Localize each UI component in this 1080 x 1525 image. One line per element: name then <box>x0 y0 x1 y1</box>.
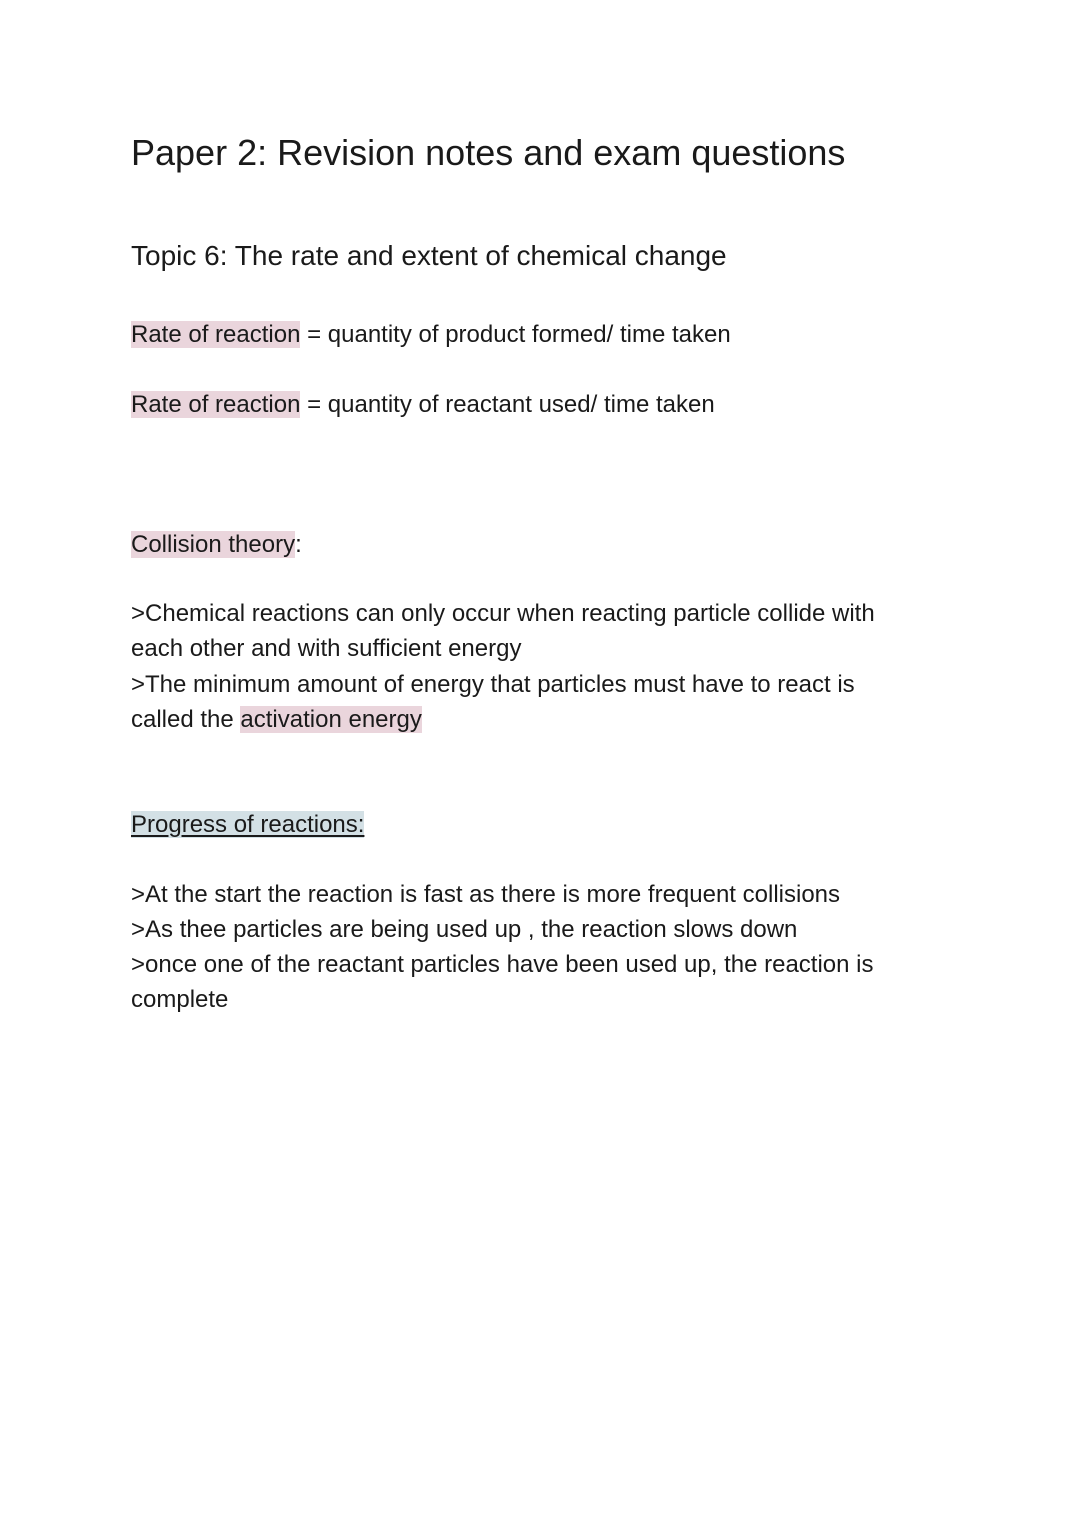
collision-line: >The minimum amount of energy that particles must have to react is <box>131 671 855 698</box>
highlighted-term: activation energy <box>240 706 422 733</box>
progress-heading <box>131 807 364 842</box>
collision-line: each other and with sufficient energy <box>131 635 522 662</box>
highlighted-term: Rate of reaction <box>131 321 301 348</box>
collision-line: >Chemical reactions can only occur when reacting particle collide with <box>131 600 875 627</box>
rate-equation-reactant <box>131 387 715 422</box>
heading-text: Progress of reactions: <box>131 811 365 838</box>
rate-equation-product <box>131 317 731 352</box>
heading-text: Collision theory <box>131 531 296 558</box>
progress-line: >once one of the reactant particles have been used up, the reaction is <box>131 951 874 978</box>
page-title: Paper 2: Revision notes and exam questions <box>131 132 846 173</box>
progress-line: >At the start the reaction is fast as there is more frequent collisions <box>131 881 841 908</box>
line-text: called the <box>131 706 241 733</box>
equation-text: = quantity of reactant used/ time taken <box>300 391 715 418</box>
collision-theory-heading <box>131 527 302 562</box>
colon: : <box>295 531 302 558</box>
collision-line <box>131 702 422 737</box>
highlighted-term: Rate of reaction <box>131 391 301 418</box>
equation-text: = quantity of product formed/ time taken <box>300 321 731 348</box>
topic-heading: Topic 6: The rate and extent of chemical change <box>131 240 727 271</box>
progress-line: complete <box>131 986 229 1013</box>
progress-line: >As thee particles are being used up , the reaction slows down <box>131 916 798 943</box>
